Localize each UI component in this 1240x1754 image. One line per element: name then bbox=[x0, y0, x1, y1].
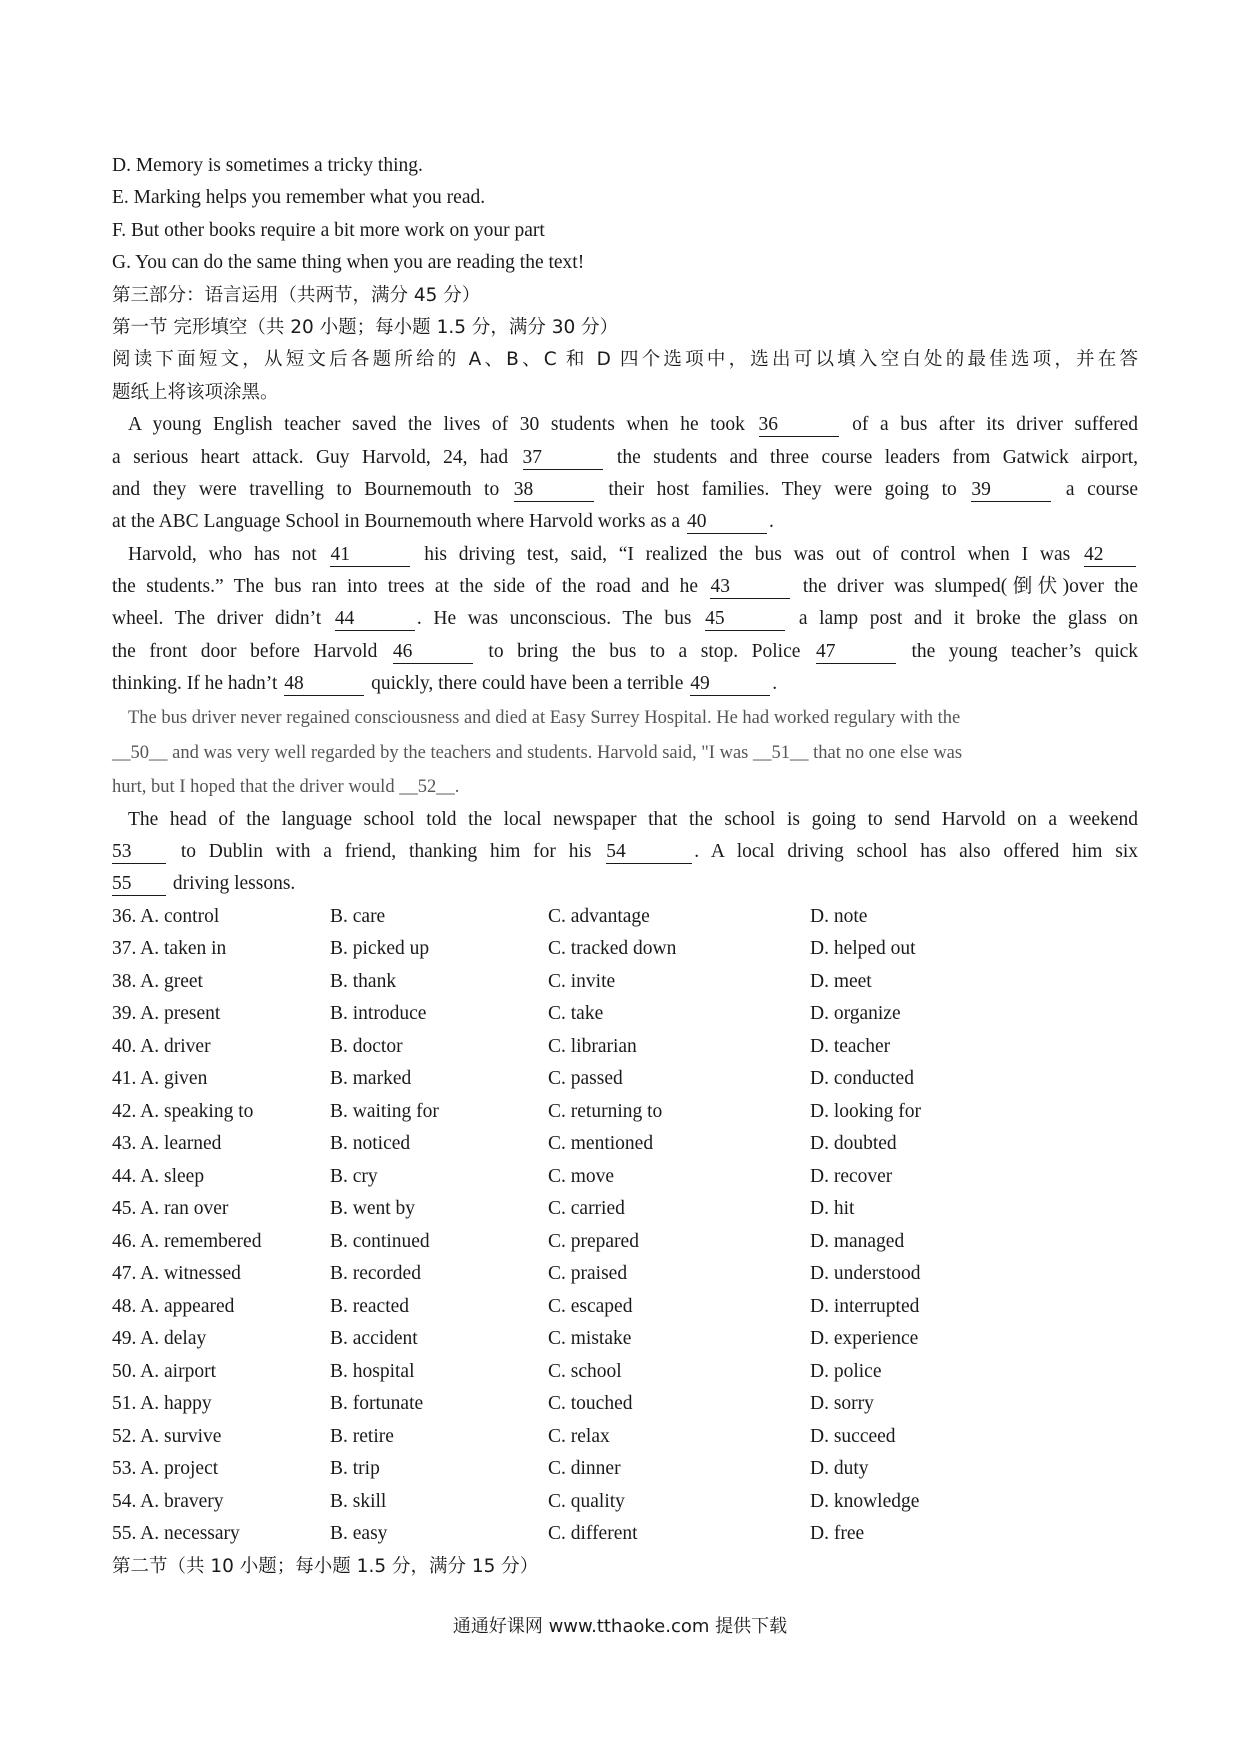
option-c[interactable]: C. mistake bbox=[548, 1328, 632, 1350]
blank-42[interactable]: 42 bbox=[1084, 544, 1136, 567]
option-a[interactable]: 46. A. remembered bbox=[112, 1230, 262, 1252]
option-b[interactable]: B. marked bbox=[330, 1068, 412, 1090]
option-a[interactable]: 38. A. greet bbox=[112, 970, 203, 992]
reading-option-d: D. Memory is sometimes a tricky thing. bbox=[112, 155, 423, 176]
cloze-p4-line-3: 55 driving lessons. bbox=[112, 873, 296, 895]
option-d[interactable]: D. succeed bbox=[810, 1425, 896, 1447]
option-a[interactable]: 43. A. learned bbox=[112, 1133, 222, 1155]
option-c[interactable]: C. tracked down bbox=[548, 938, 677, 960]
cloze-p4-line-1: The head of the language school told the local newspaper that the school is going to send Harvold on a weekend bbox=[128, 808, 1138, 830]
section1-title: 第一节 完形填空（共 20 小题；每小题 1.5 分，满分 30 分） bbox=[112, 316, 619, 338]
option-row bbox=[112, 1128, 1138, 1161]
blank-53[interactable]: 53 bbox=[112, 841, 166, 864]
option-b[interactable]: B. recorded bbox=[330, 1263, 421, 1285]
option-b[interactable]: B. doctor bbox=[330, 1035, 403, 1057]
option-d[interactable]: D. note bbox=[810, 905, 868, 927]
option-b[interactable]: B. went by bbox=[330, 1198, 416, 1220]
option-b[interactable]: B. cry bbox=[330, 1165, 378, 1187]
option-a[interactable]: 41. A. given bbox=[112, 1068, 208, 1090]
reading-option-e: E. Marking helps you remember what you read. bbox=[112, 187, 486, 209]
option-row bbox=[112, 1226, 1138, 1259]
option-c[interactable]: C. relax bbox=[548, 1425, 610, 1447]
option-row bbox=[112, 1031, 1138, 1064]
option-a[interactable]: 55. A. necessary bbox=[112, 1523, 240, 1545]
option-d[interactable]: D. free bbox=[810, 1523, 865, 1545]
option-b[interactable]: B. skill bbox=[330, 1490, 387, 1512]
option-d[interactable]: D. sorry bbox=[810, 1393, 874, 1415]
cloze-p1-line-1: A young English teacher saved the lives of 30 students when he took 36 of a bus after its driver suffered bbox=[128, 414, 1138, 436]
cloze-p2-line-3: wheel. The driver didn’t 44 . He was unconscious. The bus 45 a lamp post and it broke the glass on bbox=[112, 608, 1139, 630]
option-row bbox=[112, 1421, 1138, 1454]
cloze-p3-line-1: The bus driver never regained consciousness and died at Easy Surrey Hospital. He had worked regulary with the bbox=[128, 707, 961, 728]
option-row bbox=[112, 1063, 1138, 1096]
blank-46[interactable]: 46 bbox=[393, 641, 473, 664]
option-d[interactable]: D. teacher bbox=[810, 1035, 891, 1057]
blank-44[interactable]: 44 bbox=[335, 608, 415, 631]
blank-45[interactable]: 45 bbox=[705, 608, 785, 631]
option-a[interactable]: 50. A. airport bbox=[112, 1360, 216, 1382]
blank-36[interactable]: 36 bbox=[759, 414, 839, 437]
option-c[interactable]: C. librarian bbox=[548, 1035, 637, 1057]
page-content bbox=[112, 150, 1138, 1583]
option-a[interactable]: 36. A. control bbox=[112, 905, 220, 927]
option-row bbox=[112, 933, 1138, 966]
option-a[interactable]: 39. A. present bbox=[112, 1003, 221, 1025]
option-row bbox=[112, 1291, 1138, 1324]
option-b[interactable]: B. retire bbox=[330, 1425, 394, 1447]
option-c[interactable]: C. carried bbox=[548, 1198, 625, 1220]
cloze-p1-line-2: a serious heart attack. Guy Harvold, 24, had 37 the students and three course leaders from Gatwick airport, bbox=[112, 446, 1139, 468]
cloze-p2-line-2: the students.” The bus ran into trees at the side of the road and he 43 the driver was slumped(倒伏)over the bbox=[112, 576, 1139, 598]
cloze-p2-line-4: the front door before Harvold 46 to bring the bus to a stop. Police 47 the young teacher’s quick bbox=[112, 640, 1139, 662]
option-d[interactable]: D. doubted bbox=[810, 1133, 897, 1155]
option-d[interactable]: D. meet bbox=[810, 970, 872, 992]
option-a[interactable]: 45. A. ran over bbox=[112, 1198, 229, 1220]
option-a[interactable]: 42. A. speaking to bbox=[112, 1100, 254, 1122]
option-a[interactable]: 53. A. project bbox=[112, 1458, 219, 1480]
option-row bbox=[112, 901, 1138, 934]
option-a[interactable]: 52. A. survive bbox=[112, 1425, 222, 1447]
cloze-p4-line-2: 53 to Dublin with a friend, thanking him for his 54 . A local driving school has also offered him six bbox=[112, 841, 1138, 863]
option-b[interactable]: B. noticed bbox=[330, 1133, 411, 1155]
cloze-p3-line-2: __50__ and was very well regarded by the teachers and students. Harvold said, "I was __51__ that no one else was bbox=[112, 742, 963, 763]
blank-41[interactable]: 41 bbox=[330, 544, 410, 567]
blank-48[interactable]: 48 bbox=[284, 673, 364, 696]
cloze-p2-line-1: Harvold, who has not 41 his driving test, said, “I realized the bus was out of control when I was 42 bbox=[112, 539, 1138, 571]
option-c[interactable]: C. school bbox=[548, 1360, 622, 1382]
cloze-p1-line-4: at the ABC Language School in Bournemouth where Harvold works as a 40 . bbox=[112, 511, 774, 533]
option-b[interactable]: B. thank bbox=[330, 970, 397, 992]
option-row bbox=[112, 1096, 1138, 1129]
blank-39[interactable]: 39 bbox=[971, 479, 1051, 502]
option-row bbox=[112, 1486, 1138, 1519]
option-a[interactable]: 54. A. bravery bbox=[112, 1490, 224, 1512]
option-d[interactable]: D. interrupted bbox=[810, 1295, 920, 1317]
reading-option-g: G. You can do the same thing when you are reading the text! bbox=[112, 252, 585, 274]
option-row bbox=[112, 1193, 1138, 1226]
option-d[interactable]: D. police bbox=[810, 1360, 882, 1382]
option-c[interactable]: C. escaped bbox=[548, 1295, 633, 1317]
cloze-p2-line-5: thinking. If he hadn’t 48 quickly, there could have been a terrible 49 . bbox=[112, 673, 778, 695]
option-c[interactable]: C. touched bbox=[548, 1393, 633, 1415]
option-b[interactable]: B. care bbox=[330, 905, 386, 927]
option-a[interactable]: 48. A. appeared bbox=[112, 1295, 235, 1317]
option-d[interactable]: D. experience bbox=[810, 1328, 919, 1350]
option-c[interactable]: C. different bbox=[548, 1523, 638, 1545]
blank-37[interactable]: 37 bbox=[523, 447, 603, 470]
option-b[interactable]: B. introduce bbox=[330, 1003, 427, 1025]
instructions-line-2: 题纸上将该项涂黑。 bbox=[112, 381, 279, 403]
option-d[interactable]: D. knowledge bbox=[810, 1490, 920, 1512]
option-c[interactable]: C. invite bbox=[548, 970, 616, 992]
option-row bbox=[112, 1258, 1138, 1291]
option-row bbox=[112, 1453, 1138, 1486]
option-row bbox=[112, 998, 1138, 1031]
blank-54[interactable]: 54 bbox=[606, 841, 692, 864]
option-c[interactable]: C. returning to bbox=[548, 1100, 663, 1122]
option-c[interactable]: C. passed bbox=[548, 1068, 623, 1090]
answer-options bbox=[112, 901, 1138, 1551]
option-c[interactable]: C. take bbox=[548, 1003, 604, 1025]
option-b[interactable]: B. accident bbox=[330, 1328, 418, 1350]
blank-40[interactable]: 40 bbox=[687, 511, 767, 534]
option-d[interactable]: D. helped out bbox=[810, 938, 916, 960]
option-row bbox=[112, 1518, 1138, 1551]
reading-option-f: F. But other books require a bit more work on your part bbox=[112, 219, 545, 241]
option-a[interactable]: 51. A. happy bbox=[112, 1393, 212, 1415]
option-b[interactable]: B. trip bbox=[330, 1458, 380, 1480]
blank-43[interactable]: 43 bbox=[710, 576, 790, 599]
option-c[interactable]: C. move bbox=[548, 1165, 615, 1187]
option-a[interactable]: 44. A. sleep bbox=[112, 1165, 205, 1187]
option-a[interactable]: 37. A. taken in bbox=[112, 938, 227, 960]
option-b[interactable]: B. fortunate bbox=[330, 1393, 424, 1415]
option-d[interactable]: D. managed bbox=[810, 1230, 905, 1252]
option-row bbox=[112, 1356, 1138, 1389]
option-c[interactable]: C. quality bbox=[548, 1490, 625, 1512]
option-c[interactable]: C. prepared bbox=[548, 1230, 639, 1252]
blank-49[interactable]: 49 bbox=[690, 673, 770, 696]
blank-55[interactable]: 55 bbox=[112, 873, 166, 896]
option-b[interactable]: B. waiting for bbox=[330, 1100, 439, 1122]
option-d[interactable]: D. recover bbox=[810, 1165, 893, 1187]
option-row bbox=[112, 1388, 1138, 1421]
instructions-line-1: 阅读下面短文，从短文后各题所给的 A、B、C 和 D 四个选项中，选出可以填入空白处的最佳选项，并在答 bbox=[112, 349, 1138, 371]
option-row bbox=[112, 1323, 1138, 1356]
option-b[interactable]: B. picked up bbox=[330, 938, 430, 960]
option-a[interactable]: 49. A. delay bbox=[112, 1328, 207, 1350]
cloze-p1-line-3: and they were travelling to Bournemouth to 38 their host families. They were going to 39 a course bbox=[112, 478, 1139, 500]
option-d[interactable]: D. understood bbox=[810, 1263, 921, 1285]
option-row bbox=[112, 1161, 1138, 1194]
option-c[interactable]: C. advantage bbox=[548, 905, 650, 927]
option-b[interactable]: B. continued bbox=[330, 1230, 430, 1252]
option-a[interactable]: 47. A. witnessed bbox=[112, 1263, 241, 1285]
option-d[interactable]: D. hit bbox=[810, 1198, 855, 1220]
cloze-p3-line-3: hurt, but I hoped that the driver would __52__. bbox=[112, 776, 460, 797]
section2-title: 第二节（共 10 小题；每小题 1.5 分，满分 15 分） bbox=[112, 1555, 539, 1577]
option-b[interactable]: B. reacted bbox=[330, 1295, 410, 1317]
option-b[interactable]: B. hospital bbox=[330, 1360, 415, 1382]
option-a[interactable]: 40. A. driver bbox=[112, 1035, 211, 1057]
option-c[interactable]: C. dinner bbox=[548, 1458, 621, 1480]
blank-47[interactable]: 47 bbox=[816, 641, 896, 664]
option-b[interactable]: B. easy bbox=[330, 1523, 388, 1545]
option-d[interactable]: D. organize bbox=[810, 1003, 901, 1025]
part3-title: 第三部分：语言运用（共两节，满分 45 分） bbox=[112, 284, 481, 306]
option-row bbox=[112, 966, 1138, 999]
option-c[interactable]: C. mentioned bbox=[548, 1133, 654, 1155]
option-d[interactable]: D. duty bbox=[810, 1458, 869, 1480]
option-d[interactable]: D. looking for bbox=[810, 1100, 922, 1122]
blank-38[interactable]: 38 bbox=[514, 479, 594, 502]
page-footer: 通通好课网 www.tthaoke.com 提供下载 bbox=[452, 1616, 788, 1637]
option-c[interactable]: C. praised bbox=[548, 1263, 628, 1285]
option-d[interactable]: D. conducted bbox=[810, 1068, 914, 1090]
